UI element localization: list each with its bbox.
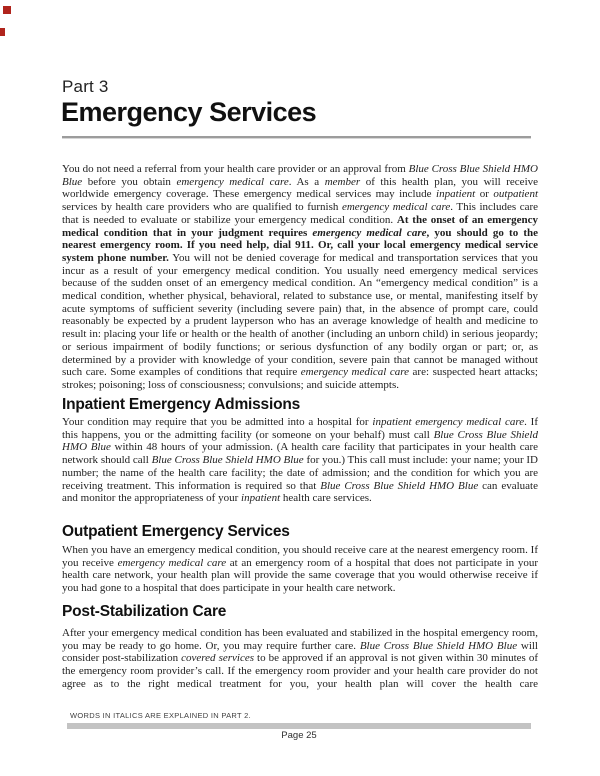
inpatient-paragraph: Your condition may require that you be admitted into a hospital for inpatient emergency medical care. If this happens, you or the admitting facility (or someone on your behalf) must call Blue Cross Blue Shield HMO Blue within 48 hours of your admission. (A health care facility that participates in your health care network should call Blue Cross Blue Shield HMO Blue for you.) This call must include: your name; your ID number; the name of the health care facility; the date of admission; and the condition for which you are receiving treatment. This information is required so that Blue Cross Blue Shield HMO Blue can evaluate and monitor the appropriateness of your inpatient health care services.: [62, 416, 539, 505]
footer-note: WORDS IN ITALICS ARE EXPLAINED IN PART 2.: [70, 711, 251, 720]
section-heading-outpatient: Outpatient Emergency Services: [62, 523, 290, 540]
outpatient-paragraph: When you have an emergency medical condition, you should receive care at the nearest emergency room. If you receive emergency medical care at an emergency room of a hospital that does not participate in your health care network, your health plan will provide the same coverage that you would otherwise receive if you had gone to a hospital that does participate in your health care network.: [62, 544, 539, 595]
intro-paragraph: You do not need a referral from your health care provider or an approval from Blue Cross Blue Shield HMO Blue before you obtain emergency medical care. As a member of this health plan, you will receive worldwide emergency coverage. These emergency medical services may include inpatient or outpatient services by health care providers who are qualified to furnish emergency medical care. This includes care that is needed to evaluate or stabilize your emergency medical condition. At the onset of an emergency medical condition that in your judgment requires emergency medical care, you should go to the nearest emergency room. If you need help, dial 911. Or, call your local emergency medical service system phone number. You will not be denied coverage for medical and transportation services that you incur as a result of your emergency medical condition. You usually need emergency medical services because of the sudden onset of an emergency medical condition. An “emergency medical condition” is a medical condition, whether physical, behavioral, related to substance use, or mental, manifesting itself by acute symptoms of sufficient severity (including severe pain) that, in the absence of prompt care, could reasonably be expected by a prudent layperson who has an average knowledge of health and medicine to result in: placing your life or health or the health of another (including an unborn child) in serious jeopardy; or serious impairment of bodily functions; or serious dysfunction of any bodily organ or part; or, as determined by a provider with knowledge of your condition, severe pain that cannot be managed without such care. Some examples of conditions that require emergency medical care are: suspected heart attacks; strokes; poisoning; loss of consciousness; convulsions; and suicide attempts.: [62, 163, 539, 391]
part-label: Part 3: [62, 77, 109, 96]
title-rule: [62, 136, 531, 139]
page-title: Emergency Services: [61, 97, 317, 127]
section-heading-inpatient: Inpatient Emergency Admissions: [62, 396, 301, 413]
red-scan-mark-icon: [3, 6, 11, 14]
section-heading-post-stabilization: Post-Stabilization Care: [62, 603, 227, 620]
post-stabilization-paragraph: After your emergency medical condition has been evaluated and stabilized in the hospital emergency room, you may be ready to go home. Or, you may require further care. Blue Cross Blue Shield HMO Blue will consider post-stabilization covered services to be approved if an approval is not given within 30 minutes of the emergency room provider’s call. If the emergency room provider and your health care provider do not agree as to the right medical treatment for you, your health plan will cover the health care: [62, 627, 539, 690]
red-scan-mark-icon: [0, 28, 5, 36]
page-number: Page 25: [281, 730, 317, 741]
footer-rule: [67, 723, 531, 729]
